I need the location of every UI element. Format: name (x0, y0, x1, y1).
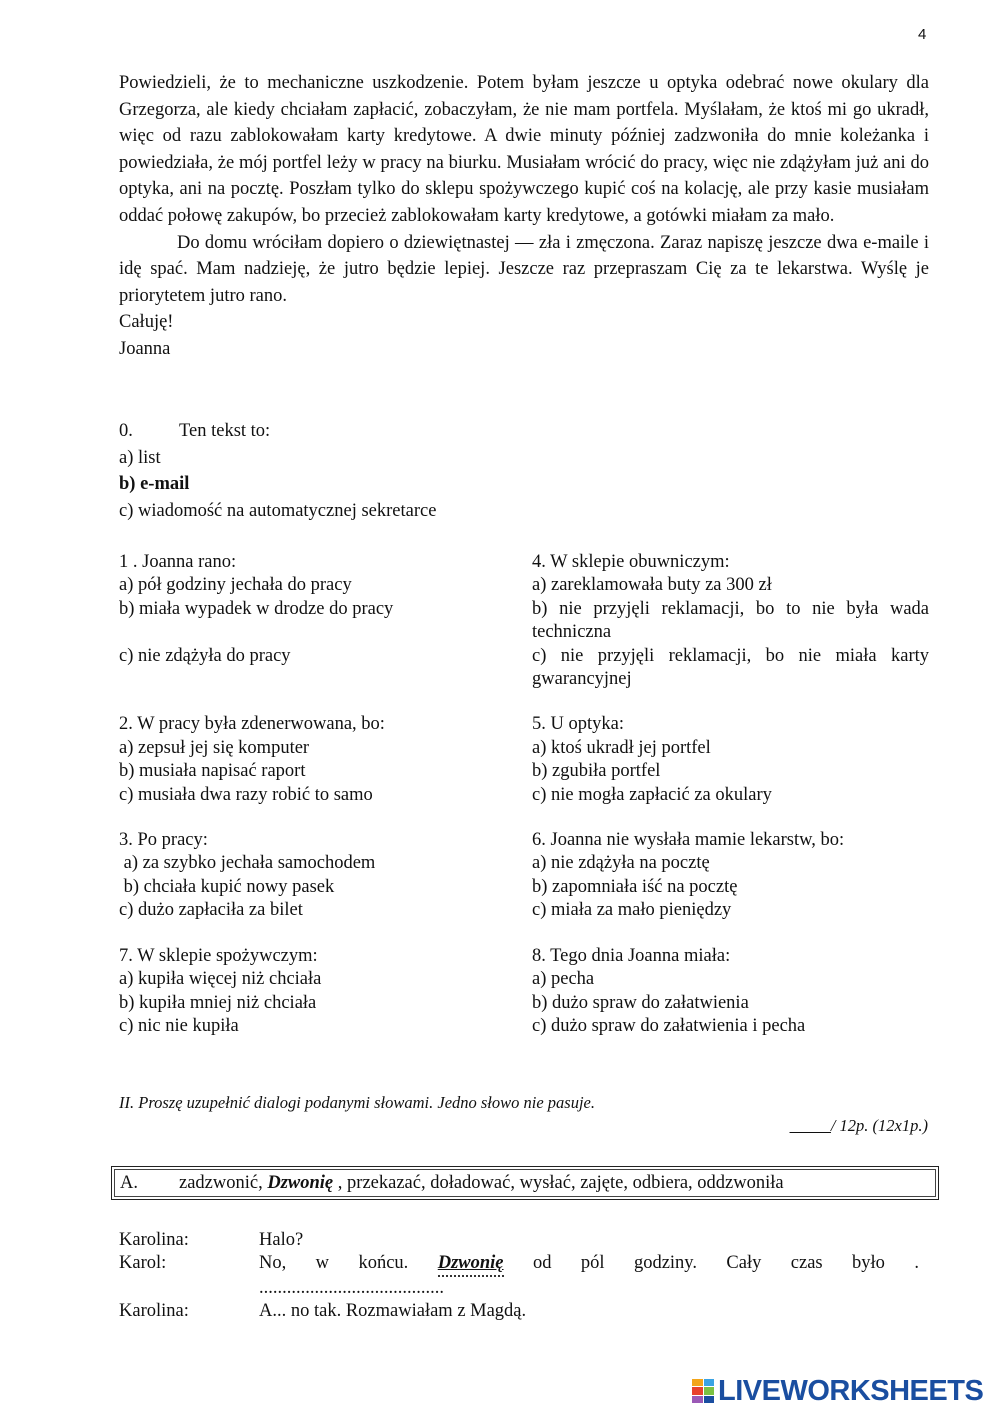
option-c[interactable]: c) musiała dwa razy robić to samo (119, 784, 373, 805)
option-c[interactable]: c) miała za mało pieniędzy (532, 900, 732, 921)
option-b-selected: b) e-mail (119, 474, 190, 495)
option-a[interactable]: a) za szybko jechała samochodem (119, 853, 376, 874)
question-block (119, 551, 532, 691)
liveworksheets-logo (692, 1376, 983, 1406)
option-b[interactable]: b) musiała napisać raport (119, 761, 306, 782)
question-text: 7. W sklepie spożywczym: (119, 945, 318, 966)
points-total: / 12p. (12x1p.) (830, 1116, 928, 1135)
points-score (760, 1116, 928, 1136)
logo-mark-icon (692, 1379, 714, 1403)
dialog-word: od (532, 1253, 552, 1273)
question-text: 5. U optyka: (532, 714, 624, 735)
option-c[interactable]: c) nie zdążyła do pracy (119, 645, 291, 666)
logo-text: LIVEWORKSHEETS (718, 1374, 984, 1407)
dialog-text (259, 1252, 929, 1300)
option-c[interactable]: c) nie mogła zapłacić za okulary (532, 784, 772, 805)
option-b[interactable]: b) dużo spraw do załatwienia (532, 992, 749, 1013)
dialog-word: godziny. (633, 1253, 697, 1273)
question-text: 3. Po pracy: (119, 830, 208, 851)
letter-paragraph: Do domu wróciłam dopiero o dziewiętnastej — zła i zmęczona. Zaraz napiszę jeszcze dwa e-maile i idę spać. Mam nadzieję, że jutro będzie lepiej. Jeszcze raz przepraszam Cię za te lekarstwa. Wyślę je priorytetem jutro rano. (119, 232, 929, 306)
option-c: c) wiadomość na automatycznej sekretarce (119, 500, 437, 521)
question-text: 1 . Joanna rano: (119, 552, 237, 572)
dialog-word: . (914, 1253, 919, 1273)
question-block (119, 829, 532, 923)
question-text: Ten tekst to: (179, 421, 271, 441)
letter-signature: Joanna (119, 338, 171, 359)
option-a[interactable]: a) nie zdążyła na pocztę (532, 853, 710, 874)
question-text: 2. W pracy była zdenerwowana, bo: (119, 714, 385, 735)
dialog-word: czas (790, 1253, 823, 1273)
option-a[interactable]: a) pecha (532, 969, 595, 990)
points-blank: _____ (789, 1116, 831, 1135)
option-a[interactable]: a) ktoś ukradł jej portfel (532, 737, 711, 758)
option-b[interactable]: b) zgubiła portfel (532, 761, 661, 782)
answer-gap[interactable]: ........................................ (259, 1278, 444, 1298)
question-grid (119, 551, 929, 1060)
option-b[interactable]: b) nie przyjęli reklamacji, bo to nie była wada techniczna (532, 598, 929, 643)
task-instruction: II. Proszę uzupełnić dialogi podanymi słowami. Jedno słowo nie pasuje. (119, 1093, 596, 1112)
dialog-text: A... no tak. Rozmawiałam z Magdą. (259, 1301, 527, 1321)
dialog-text: Halo? (259, 1230, 304, 1250)
dialog-line (119, 1229, 929, 1252)
dialog-word: było (852, 1253, 885, 1273)
example-question (119, 418, 719, 524)
dialog-word: w (315, 1253, 330, 1273)
dialog-word: pól (580, 1253, 605, 1273)
option-a[interactable]: a) zepsuł jej się komputer (119, 737, 310, 758)
dialog-speaker: Karol: (119, 1253, 167, 1273)
option-a[interactable]: a) zareklamowała buty za 300 zł (532, 575, 772, 596)
page-number: 4 (918, 26, 927, 43)
word-bank-word: zadzwonić, (179, 1173, 263, 1193)
dialog-speaker: Karolina: (119, 1230, 189, 1250)
letter-paragraph: Powiedzieli, że to mechaniczne uszkodzenie. Potem byłam jeszcze u optyka odebrać nowe okulary dla Grzegorza, ale kiedy chciałam zapłacić, zobaczyłam, że nie mam portfela. Myślałam, że ktoś mi go ukradł, więc od razu zablokowałam karty kredytowe. A dwie minuty później zadzwoniła do mnie koleżanka i powiedziała, że mój portfel leży w pracy na biurku. Musiałam wrócić do pracy, więc nie zdążyłam już ani do optyka, ani na pocztę. Poszłam tylko do sklepu spożywczego kupić coś na kolację, ale przy kasie musiałam oddać połowę zakupów, bo przecież zablokowałam karty kredytowe, a gotówki miałam za mało. (119, 73, 929, 226)
word-bank-word: , przekazać, doładować, wysłać, zajęte, odbiera, oddzwoniła (337, 1173, 784, 1193)
option-c[interactable]: c) dużo zapłaciła za bilet (119, 900, 303, 921)
dialog-word: końcu. (358, 1253, 409, 1273)
dialog-line (119, 1300, 929, 1323)
option-a: a) list (119, 447, 161, 468)
word-bank-box (111, 1166, 939, 1200)
question-text: 4. W sklepie obuwniczym: (532, 552, 730, 572)
answer-gap-filled[interactable]: Dzwonię (438, 1252, 504, 1277)
option-c[interactable]: c) nic nie kupiła (119, 1015, 239, 1036)
dialog (119, 1229, 929, 1323)
option-b[interactable]: b) miała wypadek w drodze do pracy (119, 598, 394, 619)
letter-closing: Całuję! (119, 312, 174, 333)
option-c[interactable]: c) dużo spraw do załatwienia i pecha (532, 1015, 806, 1036)
option-b[interactable]: b) kupiła mniej niż chciała (119, 992, 317, 1013)
option-b[interactable]: b) chciała kupić nowy pasek (119, 876, 335, 897)
question-text: 6. Joanna nie wysłała mamie lekarstw, bo: (532, 830, 845, 851)
question-block (119, 945, 532, 1039)
option-c[interactable]: c) nie przyjęli reklamacji, bo nie miała karty gwarancyjnej (532, 645, 929, 690)
letter-text (119, 70, 929, 363)
dialog-word: No, (259, 1253, 287, 1273)
question-number: 0. (119, 421, 133, 441)
question-block (532, 945, 929, 1039)
word-bank-words (179, 1167, 784, 1199)
dialog-line (119, 1252, 929, 1300)
question-text: 8. Tego dnia Joanna miała: (532, 945, 731, 966)
word-bank-word-used: Dzwonię (267, 1173, 334, 1193)
question-block (532, 713, 929, 807)
option-b[interactable]: b) zapomniała iść na pocztę (532, 876, 738, 897)
dialog-speaker: Karolina: (119, 1301, 189, 1321)
word-bank-letter: A. (120, 1173, 138, 1193)
question-block (532, 551, 929, 691)
option-a[interactable]: a) kupiła więcej niż chciała (119, 969, 322, 990)
dialog-word: Cały (726, 1253, 762, 1273)
question-block (119, 713, 532, 807)
question-block (532, 829, 929, 923)
option-a[interactable]: a) pół godziny jechała do pracy (119, 575, 352, 596)
